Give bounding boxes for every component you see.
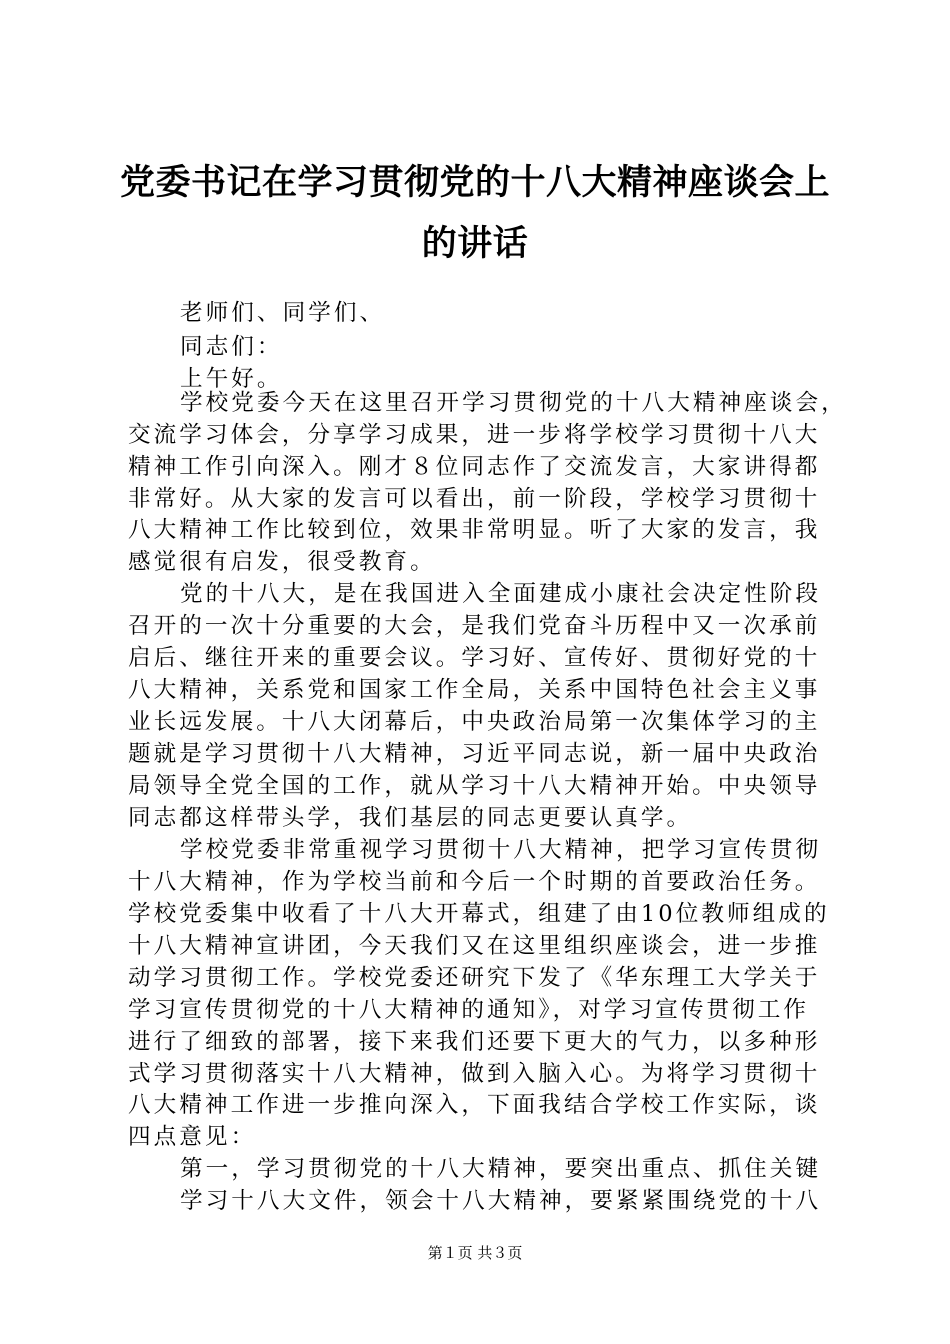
body-line: 题就是学习贯彻十八大精神，习近平同志说，新一届中央政治 — [128, 741, 821, 767]
body-line: 启后、继往开来的重要会议。学习好、宣传好、贯彻好党的十 — [128, 645, 821, 671]
body-line: 老师们、同学们、 — [180, 300, 386, 326]
body-line: 八大精神工作比较到位，效果非常明显。听了大家的发言，我 — [128, 517, 821, 543]
body-line: 感觉很有启发，很受教育。 — [128, 549, 436, 575]
body-line: 交流学习体会，分享学习成果，进一步将学校学习贯彻十八大 — [128, 422, 821, 448]
body-line: 学校党委集中收看了十八大开幕式，组建了由10位教师组成的 — [128, 901, 830, 927]
body-line: 学校党委今天在这里召开学习贯彻党的十八大精神座谈会， — [180, 390, 847, 416]
document-title-line-2: 的讲话 — [421, 224, 529, 264]
body-line: 式学习贯彻落实十八大精神，做到入脑入心。为将学习贯彻十 — [128, 1061, 821, 1087]
body-line: 进行了细致的部署，接下来我们还要下更大的气力，以多种形 — [128, 1029, 821, 1055]
body-line: 业长远发展。十八大闭幕后，中央政治局第一次集体学习的主 — [128, 709, 821, 735]
body-line: 同志们： — [180, 334, 283, 360]
body-line: 非常好。从大家的发言可以看出，前一阶段，学校学习贯彻十 — [128, 486, 821, 512]
body-line: 党的十八大，是在我国进入全面建成小康社会决定性阶段 — [180, 581, 822, 607]
body-line: 精神工作引向深入。刚才８位同志作了交流发言，大家讲得都 — [128, 454, 821, 480]
body-line: 四点意见： — [128, 1124, 257, 1150]
body-line: 十八大精神，作为学校当前和今后一个时期的首要政治任务。 — [128, 869, 821, 895]
body-line: 八大精神，关系党和国家工作全局，关系中国特色社会主义事 — [128, 677, 821, 703]
body-line: 学习十八大文件，领会十八大精神，要紧紧围绕党的十八 — [180, 1188, 822, 1214]
body-line: 第一，学习贯彻党的十八大精神，要突出重点、抓住关键 — [180, 1156, 822, 1182]
body-line: 学习宣传贯彻党的十八大精神的通知》，对学习宣传贯彻工作 — [128, 997, 810, 1023]
page-number: 第１页 共３页 — [427, 1244, 523, 1262]
document-title-line-1: 党委书记在学习贯彻党的十八大精神座谈会上 — [119, 163, 830, 203]
body-line: 动学习贯彻工作。学校党委还研究下发了《华东理工大学关于 — [128, 965, 821, 991]
body-line: 同志都这样带头学，我们基层的同志更要认真学。 — [128, 805, 693, 831]
body-line: 上午好。 — [180, 366, 283, 392]
body-line: 十八大精神宣讲团，今天我们又在这里组织座谈会，进一步推 — [128, 933, 821, 959]
body-line: 局领导全党全国的工作，就从学习十八大精神开始。中央领导 — [128, 773, 821, 799]
body-line: 召开的一次十分重要的大会，是我们党奋斗历程中又一次承前 — [128, 613, 821, 639]
body-line: 学校党委非常重视学习贯彻十八大精神，把学习宣传贯彻 — [180, 837, 822, 863]
body-line: 八大精神工作进一步推向深入，下面我结合学校工作实际，谈 — [128, 1092, 821, 1118]
